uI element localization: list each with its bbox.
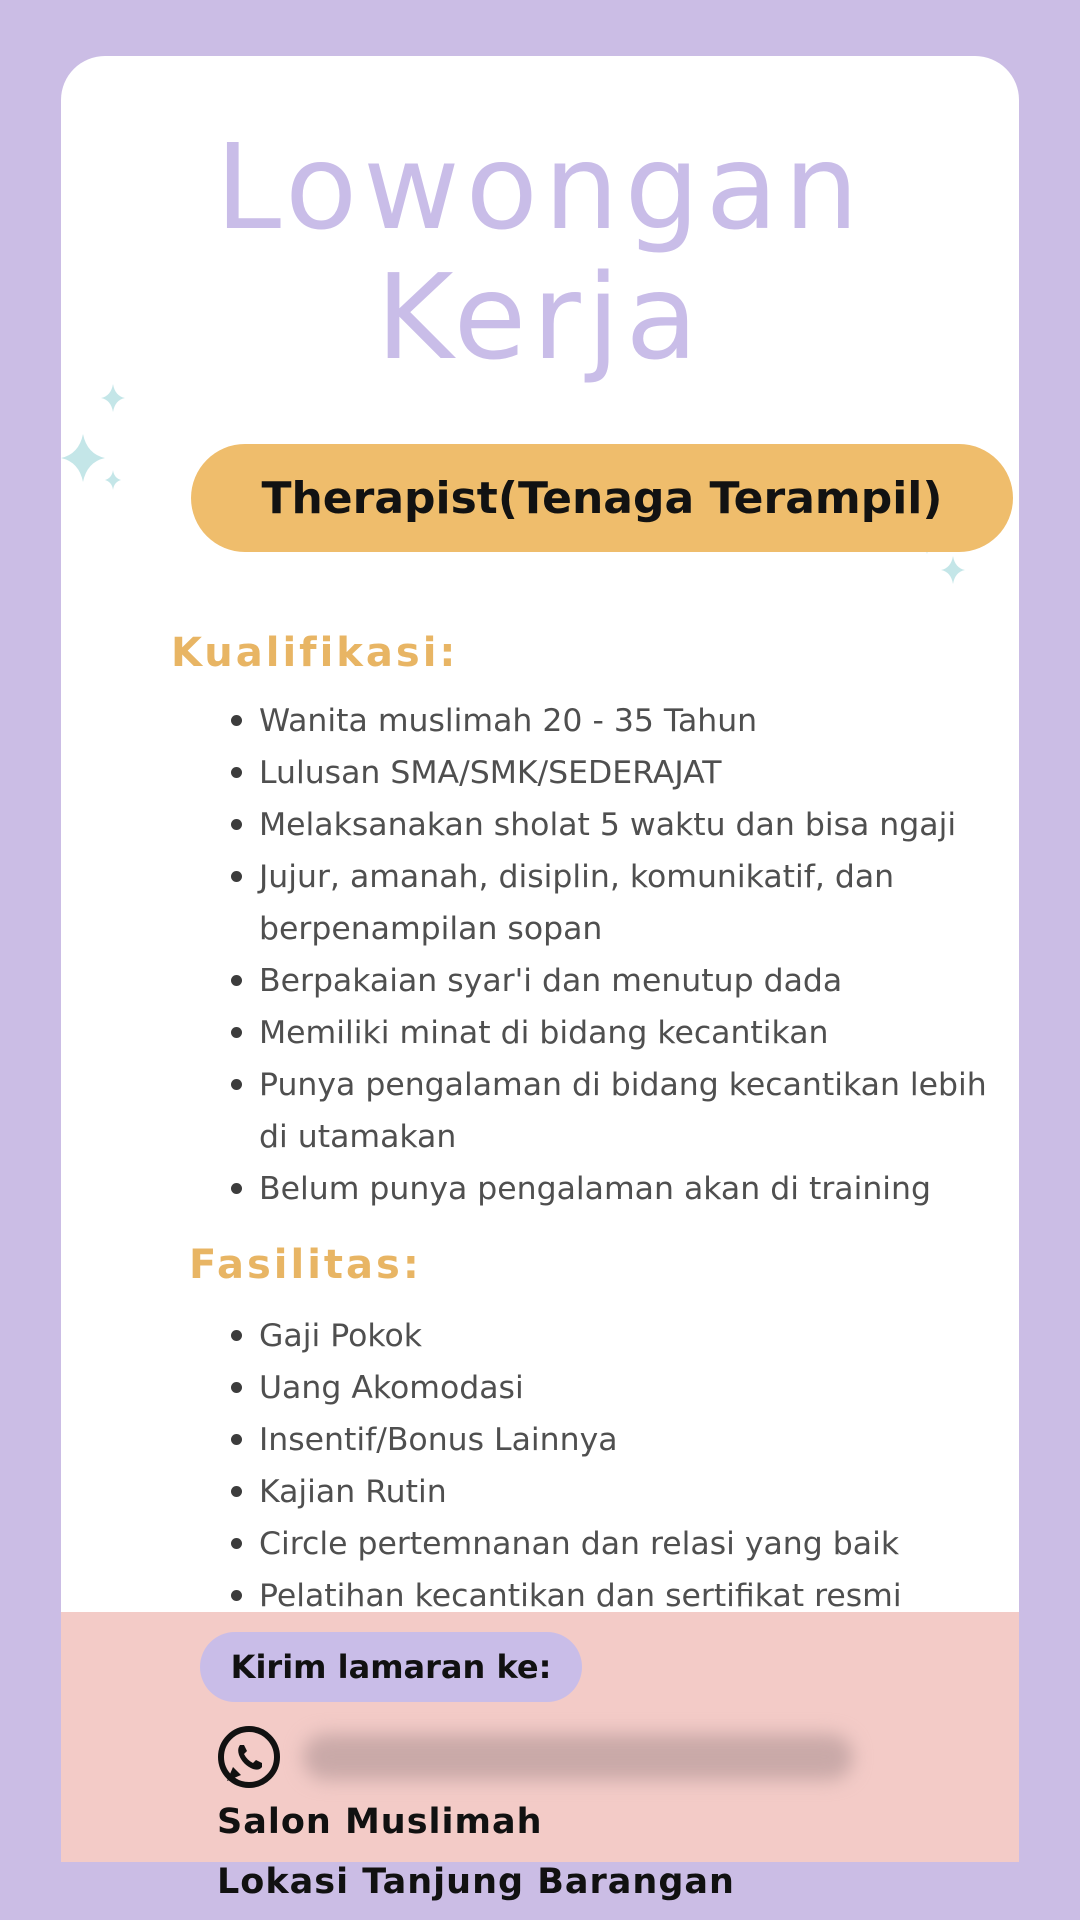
kualifikasi-heading: Kualifikasi:	[171, 630, 459, 676]
list-item-text: Lulusan SMA/SMK/SEDERAJAT	[259, 755, 722, 791]
title-line-2: Kerja	[376, 248, 704, 386]
list-item	[227, 1310, 1017, 1362]
fasilitas-heading: Fasilitas:	[189, 1242, 422, 1288]
bullet-icon	[231, 1079, 242, 1090]
list-item	[227, 1466, 1017, 1518]
bullet-icon	[231, 1183, 242, 1194]
bullet-icon	[231, 1382, 242, 1393]
list-item	[227, 1414, 1017, 1466]
list-item-text: Kajian Rutin	[259, 1474, 447, 1510]
list-item	[227, 1007, 1017, 1059]
list-item-text: Punya pengalaman di bidang kecantikan lebih di utamakan	[259, 1067, 987, 1155]
list-item	[227, 747, 1017, 799]
bullet-icon	[231, 715, 242, 726]
whatsapp-icon	[217, 1725, 281, 1789]
bullet-icon	[231, 975, 242, 986]
list-item-text: Insentif/Bonus Lainnya	[259, 1422, 618, 1458]
bullet-icon	[231, 1434, 242, 1445]
list-item-text: Circle pertemnanan dan relasi yang baik	[259, 1526, 900, 1562]
list-item-text: Wanita muslimah 20 - 35 Tahun	[259, 703, 758, 739]
title-line-1: Lowongan	[215, 118, 865, 256]
list-item	[227, 1518, 1017, 1570]
bullet-icon	[231, 819, 242, 830]
bullet-icon	[231, 1027, 242, 1038]
sparkle-icon	[63, 374, 133, 494]
list-item	[227, 1570, 1017, 1622]
salon-name: Salon Muslimah	[217, 1802, 543, 1842]
list-item	[227, 955, 1017, 1007]
phone-number-redacted	[303, 1734, 853, 1780]
list-item	[227, 1059, 1017, 1163]
list-item	[227, 695, 1017, 747]
bullet-icon	[231, 767, 242, 778]
list-item-text: Memiliki minat di bidang kecantikan	[259, 1015, 829, 1051]
list-item	[227, 1362, 1017, 1414]
bullet-icon	[231, 871, 242, 882]
bullet-icon	[231, 1590, 242, 1601]
list-item-text: Gaji Pokok	[259, 1318, 423, 1354]
list-item-text: Belum punya pengalaman akan di training	[259, 1171, 932, 1207]
list-item-text: Jujur, amanah, disiplin, komunikatif, dan berpenampilan sopan	[259, 859, 895, 947]
list-item-text: Pelatihan kecantikan dan sertifikat resmi	[259, 1578, 902, 1614]
list-item-text: Berpakaian syar'i dan menutup dada	[259, 963, 843, 999]
bullet-icon	[231, 1486, 242, 1497]
job-poster-card	[61, 56, 1019, 1902]
list-item-text: Melaksanakan sholat 5 waktu dan bisa ngaji	[259, 807, 957, 843]
job-position-pill: Therapist(Tenaga Terampil)	[191, 444, 1013, 552]
bullet-icon	[231, 1330, 242, 1341]
list-item	[227, 799, 1017, 851]
list-item-text: Uang Akomodasi	[259, 1370, 524, 1406]
fasilitas-list	[227, 1310, 1017, 1622]
bullet-icon	[231, 1538, 242, 1549]
list-item	[227, 1163, 1017, 1215]
list-item	[227, 851, 1017, 955]
apply-heading-pill: Kirim lamaran ke:	[200, 1632, 582, 1702]
salon-location: Lokasi Tanjung Barangan	[217, 1862, 735, 1902]
kualifikasi-list	[227, 695, 1017, 1215]
